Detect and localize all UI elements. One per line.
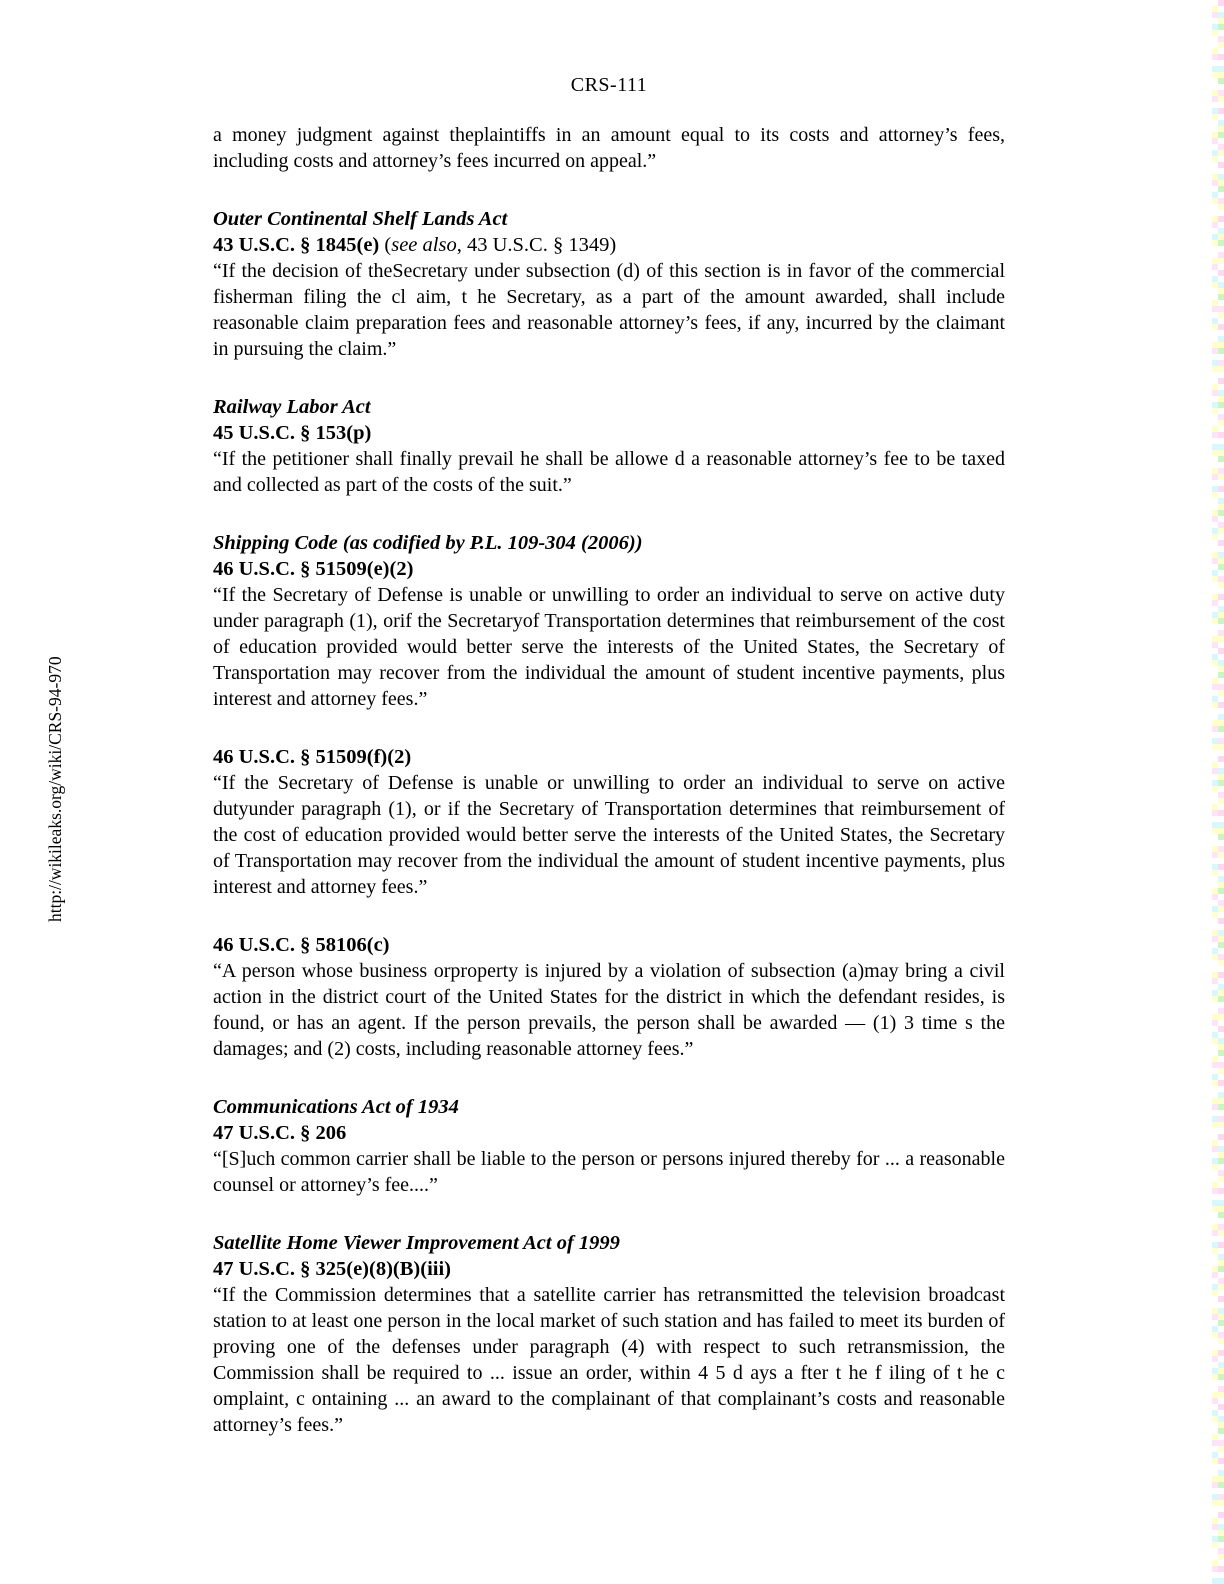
- citation-bold: 47 U.S.C. § 206: [213, 1122, 347, 1144]
- citation-bold: 46 U.S.C. § 51509(f)(2): [213, 746, 412, 768]
- watermark-url: http://wikileaks.org/wiki/CRS-94-970: [45, 656, 65, 922]
- statute-citation: [213, 1120, 1005, 1146]
- statute-section: [213, 932, 1005, 1062]
- statute-quote: “If the Secretary of Defense is unable or unwilling to order an individual to serve on active duty under paragraph (1), orif the Secretaryof Transportation determines that reimbursement of the cost of education provided would better serve the interests of the United States, the Secretary of Transportation may recover from the individual the amount of student incentive payments, plus interest and attorney fees.”: [213, 584, 1005, 710]
- citation-bold: 43 U.S.C. § 1845(e): [213, 234, 380, 256]
- statute-citation: [213, 232, 1005, 258]
- statute-section: [213, 530, 1005, 712]
- statute-section: [213, 394, 1005, 498]
- citation-bold: 46 U.S.C. § 58106(c): [213, 934, 390, 956]
- statute-section: [213, 1230, 1005, 1438]
- citation-italic: see also: [391, 234, 457, 256]
- statute-quote: “[S]uch common carrier shall be liable to the person or persons injured thereby for ... a reasonable counsel or attorney’s fee....”: [213, 1148, 1005, 1196]
- statute-citation: [213, 420, 1005, 446]
- statute-citation: [213, 744, 1005, 770]
- page-number-header: CRS-111: [570, 74, 648, 96]
- scan-edge-artifact: [1212, 0, 1224, 1584]
- statute-quote: “If the Commission determines that a satellite carrier has retransmitted the television broadcast station to at least one person in the local market of such station and has failed to meet its burden of proving one of the defenses under paragraph (4) with respect to such retransmission, the Commission shall be required to ... issue an order, within 4 5 d ays a fter t he f iling of t he c omplaint, c ontaining ... an award to the complainant of that complainant’s costs and reasonable attorney’s fees.”: [213, 1284, 1005, 1436]
- citation-bold: 47 U.S.C. § 325(e)(8)(B)(iii): [213, 1258, 451, 1280]
- statute-citation: [213, 556, 1005, 582]
- act-title: Shipping Code (as codified by P.L. 109-304 (2006)): [213, 532, 643, 554]
- act-title: Railway Labor Act: [213, 396, 371, 418]
- statute-quote: “If the petitioner shall finally prevail he shall be allowe d a reasonable attorney’s fee to be taxed and collected as part of the costs of the suit.”: [213, 448, 1005, 496]
- act-title: Communications Act of 1934: [213, 1096, 459, 1118]
- statute-citation: [213, 932, 1005, 958]
- page-content: [213, 72, 1005, 1438]
- statute-sections: [213, 122, 1005, 1438]
- statute-section: [213, 1094, 1005, 1198]
- statute-section: [213, 206, 1005, 362]
- citation-bold: 46 U.S.C. § 51509(e)(2): [213, 558, 414, 580]
- statute-quote: “If the decision of theSecretary under subsection (d) of this section is in favor of the commercial fisherman filing the cl aim, t he Secretary, as a part of the amount awarded, shall include reasonable claim preparation fees and reasonable attorney’s fees, if any, incurred by the claimant in pursuing the claim.”: [213, 260, 1005, 360]
- statute-quote: “A person whose business orproperty is injured by a violation of subsection (a)may bring a civil action in the district court of the United States for the district in which the defendant resides, is found, or has an agent. If the person prevails, the person shall be awarded — (1) 3 time s the damages; and (2) costs, including reasonable attorney fees.”: [213, 960, 1005, 1060]
- citation-post: , 43 U.S.C. § 1349): [456, 234, 617, 256]
- statute-quote: “If the Secretary of Defense is unable or unwilling to order an individual to serve on active dutyunder paragraph (1), or if the Secretary of Transportation determines that reimbursement of the cost of education provided would better serve the interests of the United States, the Secretary of Transportation may recover from the individual the amount of student incentive payments, plus interest and attorney fees.”: [213, 772, 1005, 898]
- statute-quote: a money judgment against theplaintiffs in an amount equal to its costs and attorney’s fees, including costs and attorney’s fees incurred on appeal.”: [213, 124, 1005, 172]
- citation-pre: (: [379, 234, 392, 256]
- statute-citation: [213, 1256, 1005, 1282]
- statute-section: [213, 122, 1005, 174]
- statute-section: [213, 744, 1005, 900]
- act-title: Satellite Home Viewer Improvement Act of 1999: [213, 1232, 620, 1254]
- citation-bold: 45 U.S.C. § 153(p): [213, 422, 372, 444]
- act-title: Outer Continental Shelf Lands Act: [213, 208, 508, 230]
